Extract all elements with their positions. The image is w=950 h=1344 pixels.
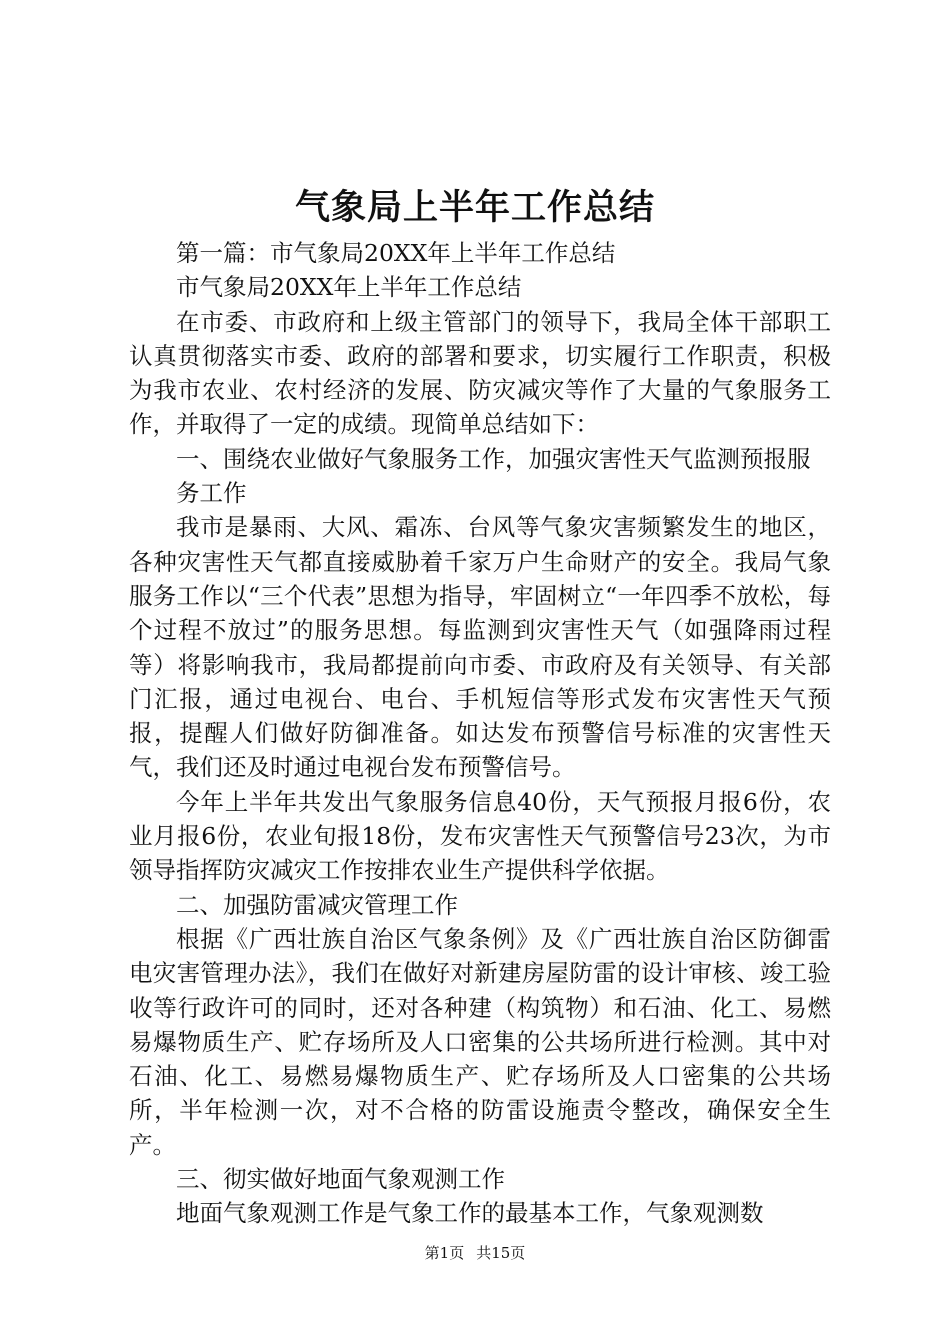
- page-total: 共15页: [476, 1244, 526, 1262]
- section-heading-continuation: 务工作: [176, 479, 247, 508]
- page-footer: [0, 1243, 950, 1263]
- body-paragraph: 我市是暴雨、大风、霜冻、台风等气象灾害频繁发生的地区，各种灾害性天气都直接威胁着千家万户生命财产的安全。我局气象服务工作以“三个代表”思想为指导，牢固树立“一年四季不放松，每个过程不放过”的服务思想。每监测到灾害性天气（如强降雨过程等）将影响我市，我局都提前向市委、市政府及有关领导、有关部门汇报，通过电视台、电台、手机短信等形式发布灾害性天气预报，提醒人们做好防御准备。如达发布预警信号标准的灾害性天气，我们还及时通过电视台发布预警信号。: [129, 513, 831, 782]
- section-heading: 第一篇：市气象局20XX年上半年工作总结: [176, 239, 616, 267]
- subsection-title: 市气象局20XX年上半年工作总结: [176, 273, 522, 302]
- body-paragraph: 在市委、市政府和上级主管部门的领导下，我局全体干部职工认真贯彻落实市委、政府的部署和要求，切实履行工作职责，积极为我市农业、农村经济的发展、防灾减灾等作了大量的气象服务工作，并取得了一定的成绩。现简单总结如下：: [129, 307, 831, 439]
- document-body: [129, 236, 831, 1231]
- document-title: 气象局上半年工作总结: [294, 187, 655, 228]
- body-paragraph: 今年上半年共发出气象服务信息40份，天气预报月报6份，农业月报6份，农业旬报18份，发布灾害性天气预警信号23次，为市领导指挥防灾减灾工作按排农业生产提供科学依据。: [129, 787, 831, 885]
- section-heading: 二、加强防雷减灾管理工作: [176, 890, 458, 919]
- section-heading: 一、围绕农业做好气象服务工作，加强灾害性天气监测预报服: [176, 444, 811, 473]
- page-number: 第1页: [424, 1244, 465, 1262]
- section-heading: 三、彻实做好地面气象观测工作: [176, 1165, 505, 1194]
- body-paragraph: 根据《广西壮族自治区气象条例》及《广西壮族自治区防御雷电灾害管理办法》，我们在做好对新建房屋防雷的设计审核、竣工验收等行政许可的同时，还对各种建（构筑物）和石油、化工、易燃易爆物质生产、贮存场所及人口密集的公共场所进行检测。其中对石油、化工、易燃易爆物质生产、贮存场所及人口密集的公共场所，半年检测一次，对不合格的防雷设施责令整改，确保安全生产。: [129, 924, 831, 1159]
- body-paragraph: 地面气象观测工作是气象工作的最基本工作，气象观测数: [176, 1199, 764, 1228]
